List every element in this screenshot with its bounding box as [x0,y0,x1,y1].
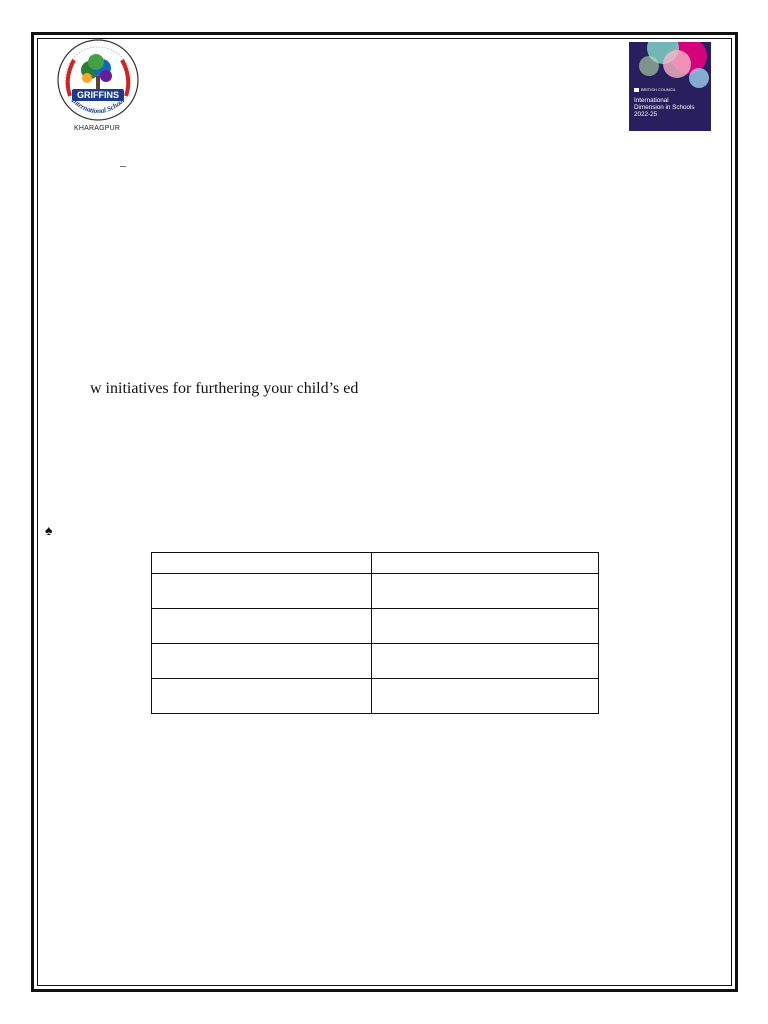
ids-title-line1: International [634,97,669,104]
table-cell [372,609,599,644]
ids-years: 2022-25 [634,111,658,118]
table-row [152,609,599,644]
table-cell [152,644,372,679]
table-cell [372,553,599,574]
british-council-icon [634,88,639,92]
body-text-fragment: w initiatives for furthering your child’s ed [90,380,359,397]
table-cell [152,679,372,714]
table-row [152,644,599,679]
school-logo [52,38,144,138]
spade-bullet-icon: ♠ [45,524,53,539]
ids-title-line2: Dimension in Schools [634,104,695,111]
table-cell [152,609,372,644]
table-cell [152,553,372,574]
table-cell [372,644,599,679]
logo-name: GRIFFINS [77,90,119,100]
info-table [151,552,599,714]
table-row [152,679,599,714]
table-cell [372,574,599,609]
logo-motto: International School [69,96,127,116]
table-cell [372,679,599,714]
table-row [152,574,599,609]
school-location: KHARAGPUR [74,125,121,132]
table-header-row [152,553,599,574]
ids-council-label: BRITISH COUNCIL [641,87,676,92]
table-cell [152,574,372,609]
page-border [31,32,738,992]
dash-mark: – [120,158,126,172]
ids-award-badge [629,42,711,131]
ids-graphic [629,42,711,92]
